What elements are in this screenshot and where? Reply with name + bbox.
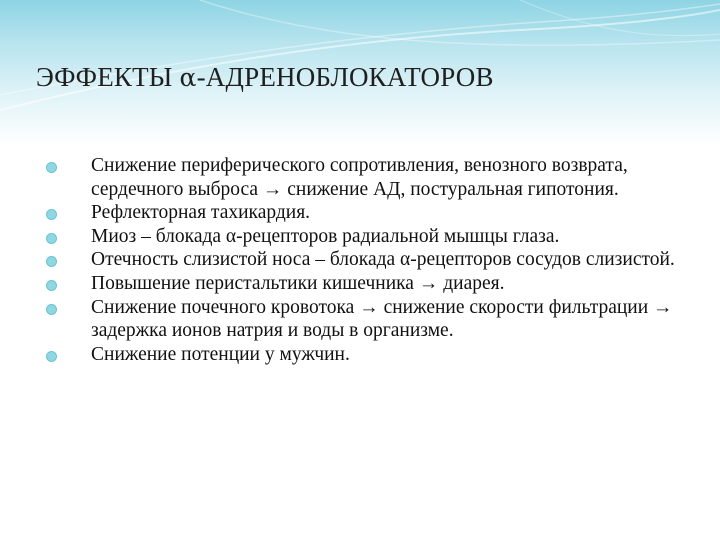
list-item [46,296,686,343]
list-item [46,248,686,272]
effects-list [46,154,686,366]
list-item-text: Повышение перистальтики кишечника → диарея. [91,272,505,294]
title-prefix: ЭФФЕКТЫ [36,62,180,92]
slide-title [36,62,494,93]
bullet-icon [46,162,57,173]
title-suffix: -АДРЕНОБЛОКАТОРОВ [196,62,494,92]
list-item-text: Снижение почечного кровотока → снижение скорости фильтрации → задержка ионов натрия и воды в организме. [91,296,673,342]
list-item-text: Рефлекторная тахикардия. [91,202,311,224]
list-item [46,201,686,225]
bullet-icon [46,351,57,362]
bullet-icon [46,280,57,291]
list-item-text: Миоз – блокада α-рецепторов радиальной мышцы глаза. [91,225,560,247]
list-item-text: Снижение потенции у мужчин. [91,343,350,365]
bullet-icon [46,256,57,267]
bullet-icon [46,209,57,220]
list-item-text: Снижение периферического сопротивления, венозного возврата, сердечного выброса → снижение АД, постуральная гипотония. [91,155,628,200]
list-item-text: Отечность слизистой носа – блокада α-рецепторов сосудов слизистой. [91,249,675,271]
bullet-icon [46,304,57,315]
bullet-icon [46,233,57,244]
list-item [46,343,686,367]
title-alpha-symbol: α [179,63,197,92]
list-item [46,154,686,201]
list-item [46,225,686,249]
list-item [46,272,686,296]
